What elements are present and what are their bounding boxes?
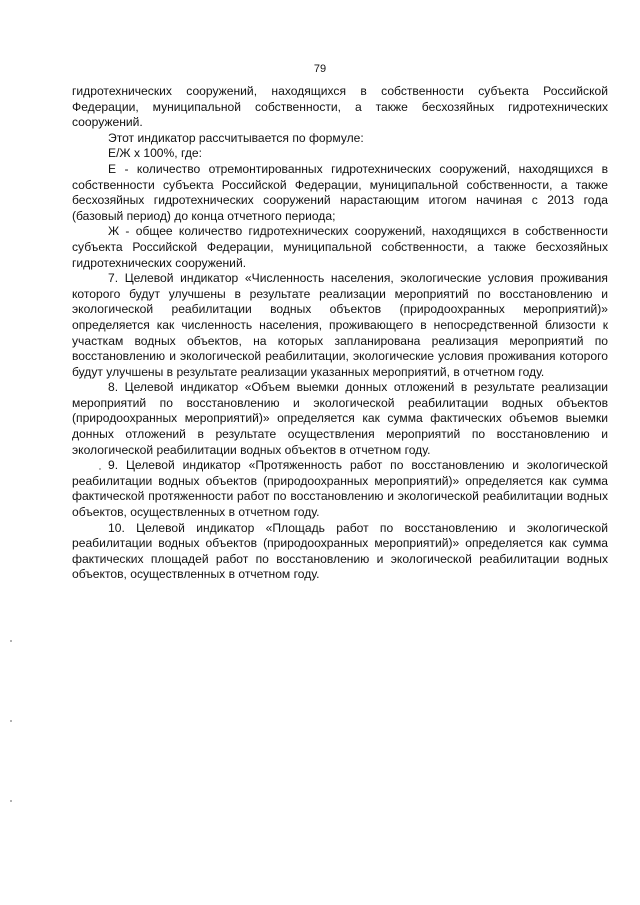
paragraph-indicator-9: 9. Целевой индикатор «Протяженность работ по восстановлению и экологической реабилитации водных объектов (природоохранных мероприятий)» определяется как сумма фактической протяженности работ по восстановлению и экологической реабилитации водных объектов, осуществленных в отчетном году. (72, 458, 608, 520)
document-body (72, 84, 608, 583)
paragraph-continuation: гидротехнических сооружений, находящихся в собственности субъекта Российской Федерации, муниципальной собственности, а также бесхозяйных гидротехнических сооружений. (72, 84, 608, 130)
scan-artifact (10, 800, 12, 802)
paragraph-definition-e: Е - количество отремонтированных гидротехнических сооружений, находящихся в собственности субъекта Российской Федерации, муниципальной собственности, а также бесхозяйных гидротехнических сооружений нарастающим итогом начиная с 2013 года (базовый период) до конца отчетного периода; (72, 161, 608, 223)
scan-artifact (10, 640, 12, 642)
page-number: 79 (313, 63, 327, 75)
paragraph-definition-zh: Ж - общее количество гидротехнических сооружений, находящихся в собственности субъекта Российской Федерации, муниципальной собственности, а также бесхозяйных гидротехнических сооружений. (72, 224, 608, 270)
paragraph-indicator-8: 8. Целевой индикатор «Объем выемки донных отложений в результате реализации мероприятий по восстановлению и экологической реабилитации водных объектов (природоохранных мероприятий)» определяется как сумма фактических объемов выемки донных отложений в результате осуществления мероприятий по восстановлению и экологической реабилитации водных объектов в отчетном году. (72, 380, 608, 457)
paragraph-formula-intro: Этот индикатор рассчитывается по формуле: (108, 130, 364, 145)
paragraph-indicator-7: 7. Целевой индикатор «Численность населения, экологические условия проживания которого будут улучшены в результате реализации мероприятий по восстановлению и экологической реабилитации водных объектов (природоохранных мероприятий)» определяется как численность населения, проживающего в непосредственной близости к участкам водных объектов, на которых запланирована реализация мероприятий по восстановлению и экологической реабилитации, экологические условия проживания которого будут улучшены в результате реализации указанных мероприятий, в отчетном году. (72, 271, 608, 379)
paragraph-indicator-10: 10. Целевой индикатор «Площадь работ по восстановлению и экологической реабилитации водных объектов (природоохранных мероприятий)» определяется как сумма фактических площадей работ по восстановлению и экологической реабилитации водных объектов, осуществленных в отчетном году. (72, 520, 608, 582)
paragraph-formula: Е/Ж х 100%, где: (108, 146, 203, 161)
scan-artifact (10, 720, 12, 722)
scan-artifact (99, 468, 101, 470)
